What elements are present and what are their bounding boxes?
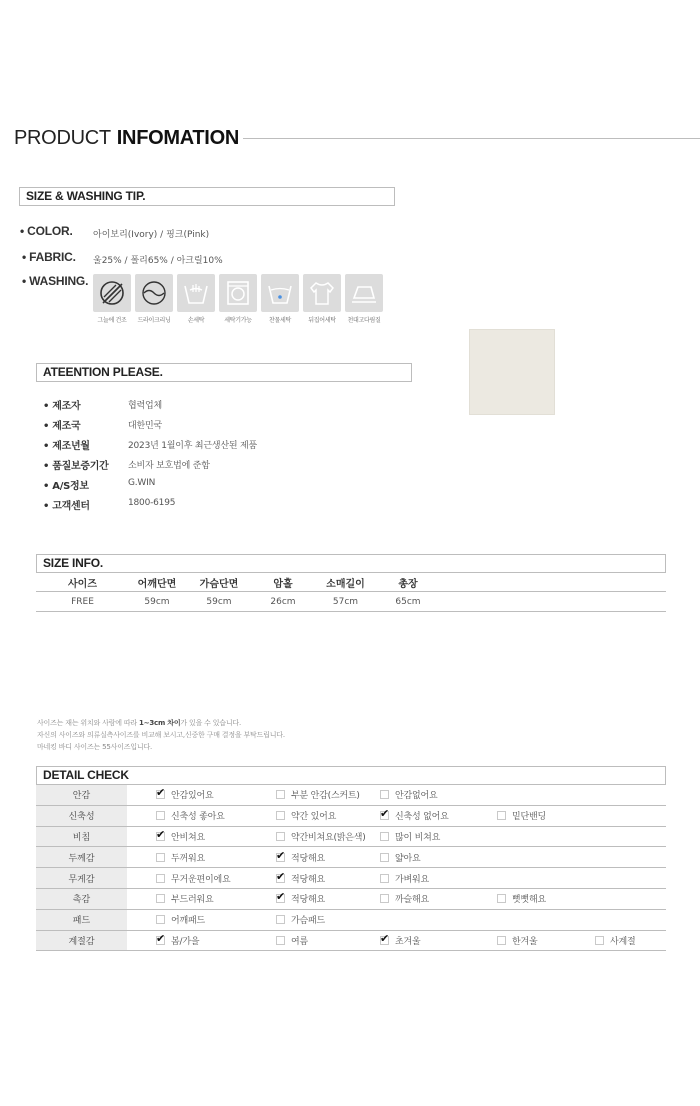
- size-note-line1: [37, 718, 241, 728]
- checkbox[interactable]: [276, 790, 285, 799]
- size-cell: 65cm: [395, 596, 421, 607]
- washing-item: [135, 274, 173, 324]
- detail-option: [497, 931, 537, 951]
- washing-label: • WASHING.: [22, 274, 89, 288]
- detail-option: [276, 868, 325, 888]
- attention-label: • 제조국: [43, 421, 81, 432]
- option-label: 안감없어요: [395, 791, 438, 802]
- option-label: 안감있어요: [171, 791, 214, 802]
- washing-item: [345, 274, 383, 324]
- size-note-emphasis: 1~3cm 차이: [139, 719, 181, 727]
- size-note-part: 가 있을 수 있습니다.: [180, 719, 242, 727]
- attention-label: • 제조자: [43, 401, 81, 412]
- checkbox[interactable]: [380, 936, 389, 945]
- color-label: • COLOR.: [20, 224, 73, 238]
- detail-option: [156, 785, 213, 805]
- size-cell: 59cm: [206, 596, 232, 607]
- size-info-title: SIZE INFO.: [36, 554, 666, 573]
- washing-item: [261, 274, 299, 324]
- washing-caption: 그늘에 건조: [97, 317, 127, 324]
- detail-row: [36, 868, 666, 889]
- detail-option: [156, 931, 199, 951]
- option-label: 가벼워요: [395, 874, 429, 885]
- checkbox[interactable]: [595, 936, 604, 945]
- checkbox[interactable]: [380, 853, 389, 862]
- checkbox[interactable]: [380, 790, 389, 799]
- size-cell: 26cm: [270, 596, 296, 607]
- attention-label: • 고객센터: [43, 501, 90, 512]
- detail-check-title: DETAIL CHECK: [36, 766, 666, 785]
- detail-label: 패드: [36, 910, 127, 930]
- checkbox[interactable]: [156, 894, 165, 903]
- washing-caption: 뒤집어세탁: [308, 317, 336, 324]
- attention-label: • A/S정보: [43, 481, 89, 492]
- detail-label: 촉감: [36, 889, 127, 909]
- checkbox[interactable]: [276, 936, 285, 945]
- checkbox[interactable]: [276, 811, 285, 820]
- detail-option: [276, 785, 360, 805]
- option-label: 약간 있어요: [291, 812, 337, 823]
- shade-dry-icon: [93, 274, 131, 312]
- option-label: 신축성 없어요: [395, 812, 449, 823]
- color-value: 아이보리(Ivory) / 핑크(Pink): [93, 230, 210, 240]
- checkbox[interactable]: [276, 832, 285, 841]
- detail-option: [156, 868, 230, 888]
- size-note-part: 사이즈는 재는 위치와 사람에 따라: [37, 719, 139, 727]
- detail-label: 무게감: [36, 868, 127, 888]
- washing-item: [93, 274, 131, 324]
- checkbox[interactable]: [276, 874, 285, 883]
- washing-caption: 손세탁: [187, 317, 205, 324]
- detail-option: [595, 931, 635, 951]
- washing-item: [303, 274, 341, 324]
- checkbox[interactable]: [497, 936, 506, 945]
- detail-row: [36, 931, 666, 952]
- option-label: 두꺼워요: [171, 853, 205, 864]
- attention-title: ATEENTION PLEASE.: [36, 363, 412, 382]
- detail-option: [380, 889, 429, 909]
- option-label: 초겨울: [395, 936, 421, 947]
- size-cell: 59cm: [144, 596, 170, 607]
- detail-row: [36, 889, 666, 910]
- checkbox[interactable]: [156, 832, 165, 841]
- option-label: 어깨패드: [171, 916, 205, 927]
- checkbox[interactable]: [276, 894, 285, 903]
- option-label: 안비쳐요: [171, 832, 205, 843]
- detail-option: [156, 847, 205, 867]
- option-label: 부드러워요: [171, 895, 214, 906]
- detail-option: [380, 827, 440, 847]
- detail-row: [36, 785, 666, 806]
- iron-cloth-icon: [345, 274, 383, 312]
- checkbox[interactable]: [380, 811, 389, 820]
- checkbox[interactable]: [156, 936, 165, 945]
- size-header-cell: 가슴단면: [199, 578, 239, 590]
- option-label: 사계절: [610, 936, 636, 947]
- size-header-cell: 소매길이: [326, 578, 365, 590]
- size-header-cell: 어깨단면: [137, 578, 177, 590]
- option-label: 적당해요: [291, 895, 325, 906]
- detail-option: [380, 847, 420, 867]
- checkbox[interactable]: [156, 853, 165, 862]
- header-rule: [243, 138, 700, 139]
- detail-label: 안감: [36, 785, 127, 805]
- option-label: 무거운편이에요: [171, 874, 231, 885]
- detail-option: [276, 827, 366, 847]
- detail-row: [36, 910, 666, 931]
- detail-option: [276, 931, 308, 951]
- attention-label: • 품질보증기간: [43, 461, 109, 472]
- attention-value: G.WIN: [128, 478, 156, 488]
- detail-option: [276, 889, 325, 909]
- detail-option: [380, 868, 429, 888]
- checkbox[interactable]: [156, 915, 165, 924]
- detail-option: [380, 806, 449, 826]
- detail-option: [380, 931, 420, 951]
- attention-value: 협력업체: [128, 401, 162, 411]
- size-table: [36, 573, 666, 612]
- detail-option: [276, 806, 336, 826]
- page-header: [14, 126, 700, 150]
- option-label: 신축성 좋아요: [171, 812, 225, 823]
- option-label: 가슴패드: [291, 916, 325, 927]
- fabric-swatch: [469, 329, 555, 415]
- option-label: 한겨울: [512, 936, 538, 947]
- detail-option: [497, 806, 546, 826]
- washing-icons: [93, 274, 383, 324]
- size-cell: 57cm: [332, 596, 359, 607]
- size-header-cell: 사이즈: [68, 578, 97, 590]
- detail-label: 두께감: [36, 847, 127, 867]
- washing-caption: 천대고다림질: [347, 317, 381, 324]
- fabric-label: • FABRIC.: [22, 250, 76, 264]
- option-label: 얇아요: [395, 853, 421, 864]
- size-washing-title: SIZE & WASHING TIP.: [19, 187, 395, 206]
- size-cell: FREE: [71, 596, 94, 607]
- detail-label: 신축성: [36, 806, 127, 826]
- header-bold-text: INFOMATION: [116, 126, 239, 149]
- checkbox[interactable]: [156, 811, 165, 820]
- attention-value: 대한민국: [128, 421, 162, 431]
- size-table-header: [36, 573, 666, 592]
- washing-caption: 드라이크리닝: [137, 317, 171, 324]
- checkbox[interactable]: [380, 894, 389, 903]
- checkbox[interactable]: [276, 853, 285, 862]
- size-note-line3: 마네킹 바디 사이즈는 55사이즈입니다.: [37, 743, 153, 751]
- hand-wash-icon: [177, 274, 215, 312]
- detail-row: [36, 827, 666, 848]
- option-label: 봄/가을: [171, 936, 200, 947]
- detail-row: [36, 847, 666, 868]
- detail-option: [497, 889, 546, 909]
- size-header-cell: 암홀: [273, 578, 293, 590]
- option-label: 약간비쳐요(밝은색): [291, 832, 366, 843]
- machine-wash-icon: [219, 274, 257, 312]
- checkbox[interactable]: [380, 832, 389, 841]
- option-label: 여름: [291, 936, 308, 947]
- option-label: 밑단밴딩: [512, 812, 546, 823]
- checkbox[interactable]: [497, 894, 506, 903]
- size-note-line2: 자신의 사이즈와 의류실측사이즈를 비교해 보시고,신중한 구매 결정을 부탁드립니다.: [37, 731, 285, 739]
- detail-table: [36, 784, 666, 951]
- detail-option: [156, 827, 205, 847]
- header-light-text: PRODUCT: [14, 126, 111, 149]
- attention-label: • 제조년월: [43, 441, 90, 452]
- checkbox[interactable]: [380, 874, 389, 883]
- detail-option: [380, 785, 437, 805]
- option-label: 부분 안감(스커트): [291, 791, 360, 802]
- cold-water-icon: [261, 274, 299, 312]
- detail-option: [276, 847, 325, 867]
- option-label: 적당해요: [291, 853, 325, 864]
- checkbox[interactable]: [156, 874, 165, 883]
- option-label: 많이 비쳐요: [395, 832, 441, 843]
- size-header-cell: 총장: [398, 578, 418, 590]
- checkbox[interactable]: [276, 915, 285, 924]
- attention-value: 소비자 보호법에 준함: [128, 461, 210, 471]
- washing-item: [177, 274, 215, 324]
- washing-item: [219, 274, 257, 324]
- detail-option: [276, 910, 325, 930]
- dry-clean-icon: [135, 274, 173, 312]
- washing-caption: 찬물세탁: [269, 317, 291, 324]
- fabric-value: 울25% / 폴리65% / 아크릴10%: [93, 256, 223, 266]
- attention-value: 1800-6195: [128, 498, 176, 508]
- detail-option: [156, 889, 213, 909]
- detail-option: [156, 910, 205, 930]
- option-label: 적당해요: [291, 874, 325, 885]
- attention-value: 2023년 1월이후 최근생산된 제품: [128, 441, 258, 451]
- checkbox[interactable]: [497, 811, 506, 820]
- washing-caption: 세탁기가능: [224, 317, 252, 324]
- inside-out-icon: [303, 274, 341, 312]
- detail-label: 비침: [36, 827, 127, 847]
- detail-label: 계절감: [36, 931, 127, 951]
- checkbox[interactable]: [156, 790, 165, 799]
- table-row: [36, 592, 666, 612]
- detail-row: [36, 806, 666, 827]
- option-label: 까슬해요: [395, 895, 429, 906]
- option-label: 뻣뻣해요: [512, 895, 546, 906]
- detail-option: [156, 806, 225, 826]
